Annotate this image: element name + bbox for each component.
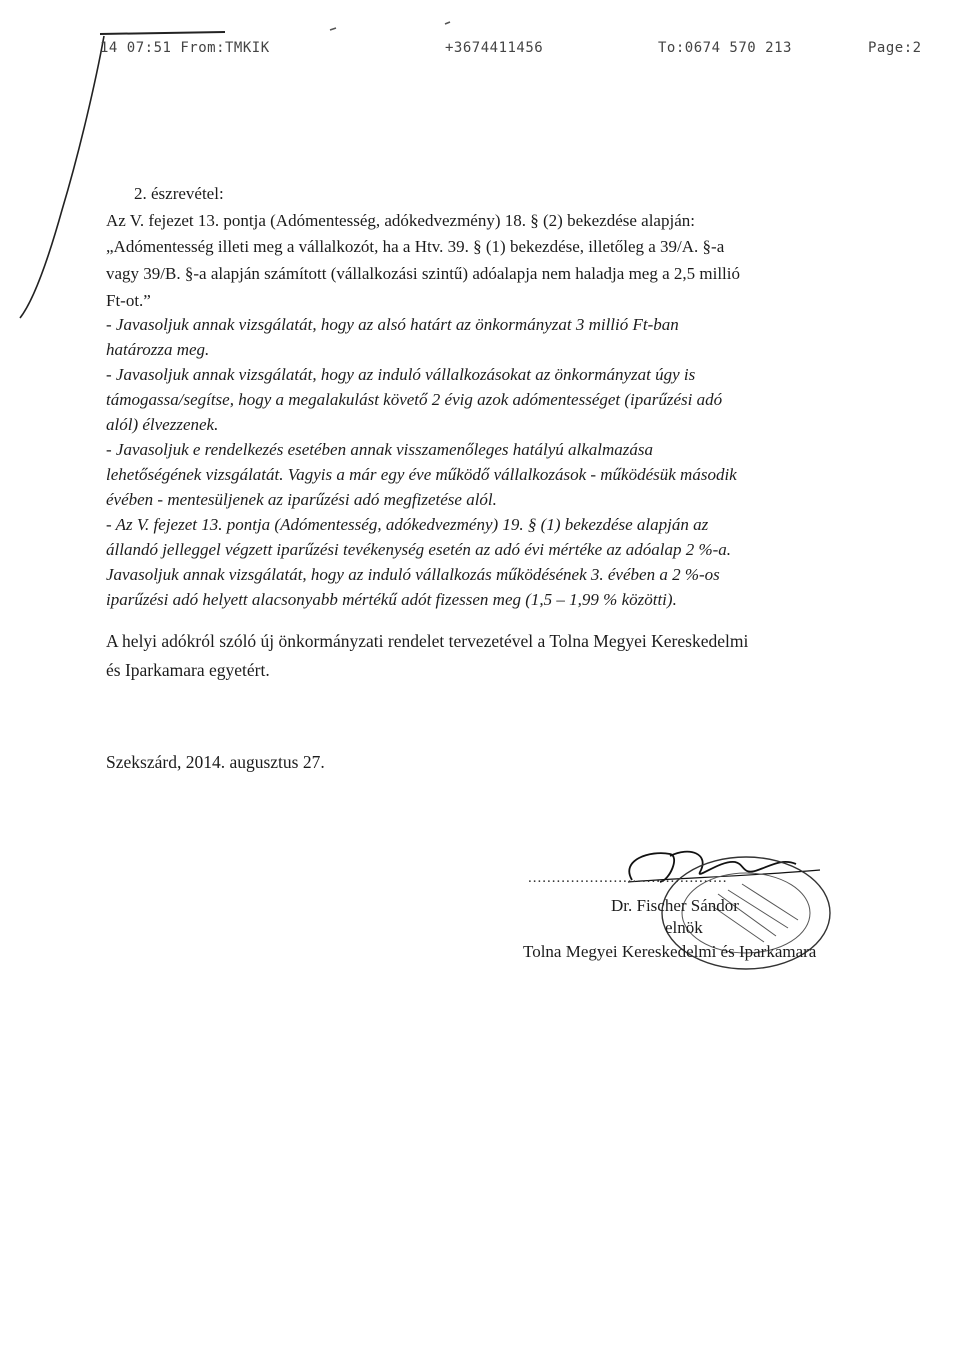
body-line: „Adómentesség illeti meg a vállalkozót, ha a Htv. 39. § (1) bekezdése, illetőleg a 39/A. §-a (106, 237, 725, 256)
signature-block (520, 840, 880, 980)
closing-line: és Iparkamara egyetért. (106, 660, 270, 680)
proposal-line: Javasoljuk annak vizsgálatát, hogy az induló vállalkozás működésének 3. évében a 2 %-os (106, 565, 720, 584)
fax-datetime-sender: 14 07:51 From:TMKIK (100, 40, 270, 56)
body-line: Ft-ot.” (106, 291, 151, 310)
fax-sender-phone: +3674411456 (445, 40, 544, 56)
proposal-line: évében - mentesüljenek az iparűzési adó megfizetése alól. (106, 490, 497, 509)
proposal-line: - Javasoljuk e rendelkezés esetében annak visszamenőleges hatályú alkalmazása (106, 440, 653, 459)
fax-recipient: To:0674 570 213 (658, 40, 792, 56)
proposal-line: - Javasoljuk annak vizsgálatát, hogy az induló vállalkozásokat az önkormányzat úgy is (106, 365, 696, 384)
closing-line: A helyi adókról szóló új önkormányzati rendelet tervezetével a Tolna Megyei Kereskedelmi (106, 631, 749, 651)
proposal-line: határozza meg. (106, 340, 210, 359)
proposal-line: - Az V. fejezet 13. pontja (Adómentesség, adókedvezmény) 19. § (1) bekezdése alapján az (106, 515, 709, 534)
signature-dotted-line: .......................................... (528, 870, 728, 886)
proposal-line: állandó jelleggel végzett iparűzési tevékenység esetén az adó évi mértéke az adóalap 2 %-a. (106, 540, 732, 559)
closing-statement (106, 630, 886, 682)
body-line: Az V. fejezet 13. pontja (Adómentesség, adókedvezmény) 18. § (2) bekezdése alapján: (106, 211, 695, 230)
proposal-line: - Javasoljuk annak vizsgálatát, hogy az alsó határt az önkormányzat 3 millió Ft-ban (106, 315, 679, 334)
fax-transmission-header (100, 40, 930, 62)
fax-page-number: Page:2 (868, 40, 922, 56)
proposal-line: lehetőségének vizsgálatát. Vagyis a már egy éve működő vállalkozások - működésük második (106, 465, 737, 484)
observation-heading: 2. észrevétel: (134, 184, 224, 203)
proposal-line: alól) élvezzenek. (106, 415, 219, 434)
proposal-line: iparűzési adó helyett alacsonyabb mértékű adót fizessen meg (1,5 – 1,99 % közötti). (106, 590, 677, 609)
signatory-name: Dr. Fischer Sándor (611, 896, 739, 915)
signatory-organization: Tolna Megyei Kereskedelmi és Iparkamara (523, 942, 817, 961)
signatory-title: elnök (665, 918, 703, 937)
proposal-line: támogassa/segítse, hogy a megalakulást követő 2 évig azok adómentességet (iparűzési adó (106, 390, 723, 409)
place-and-date: Szekszárd, 2014. augusztus 27. (106, 752, 325, 772)
body-line: vagy 39/B. §-a alapján számított (vállalkozási szintű) adóalapja nem haladja meg a 2,5 millió (106, 264, 740, 283)
